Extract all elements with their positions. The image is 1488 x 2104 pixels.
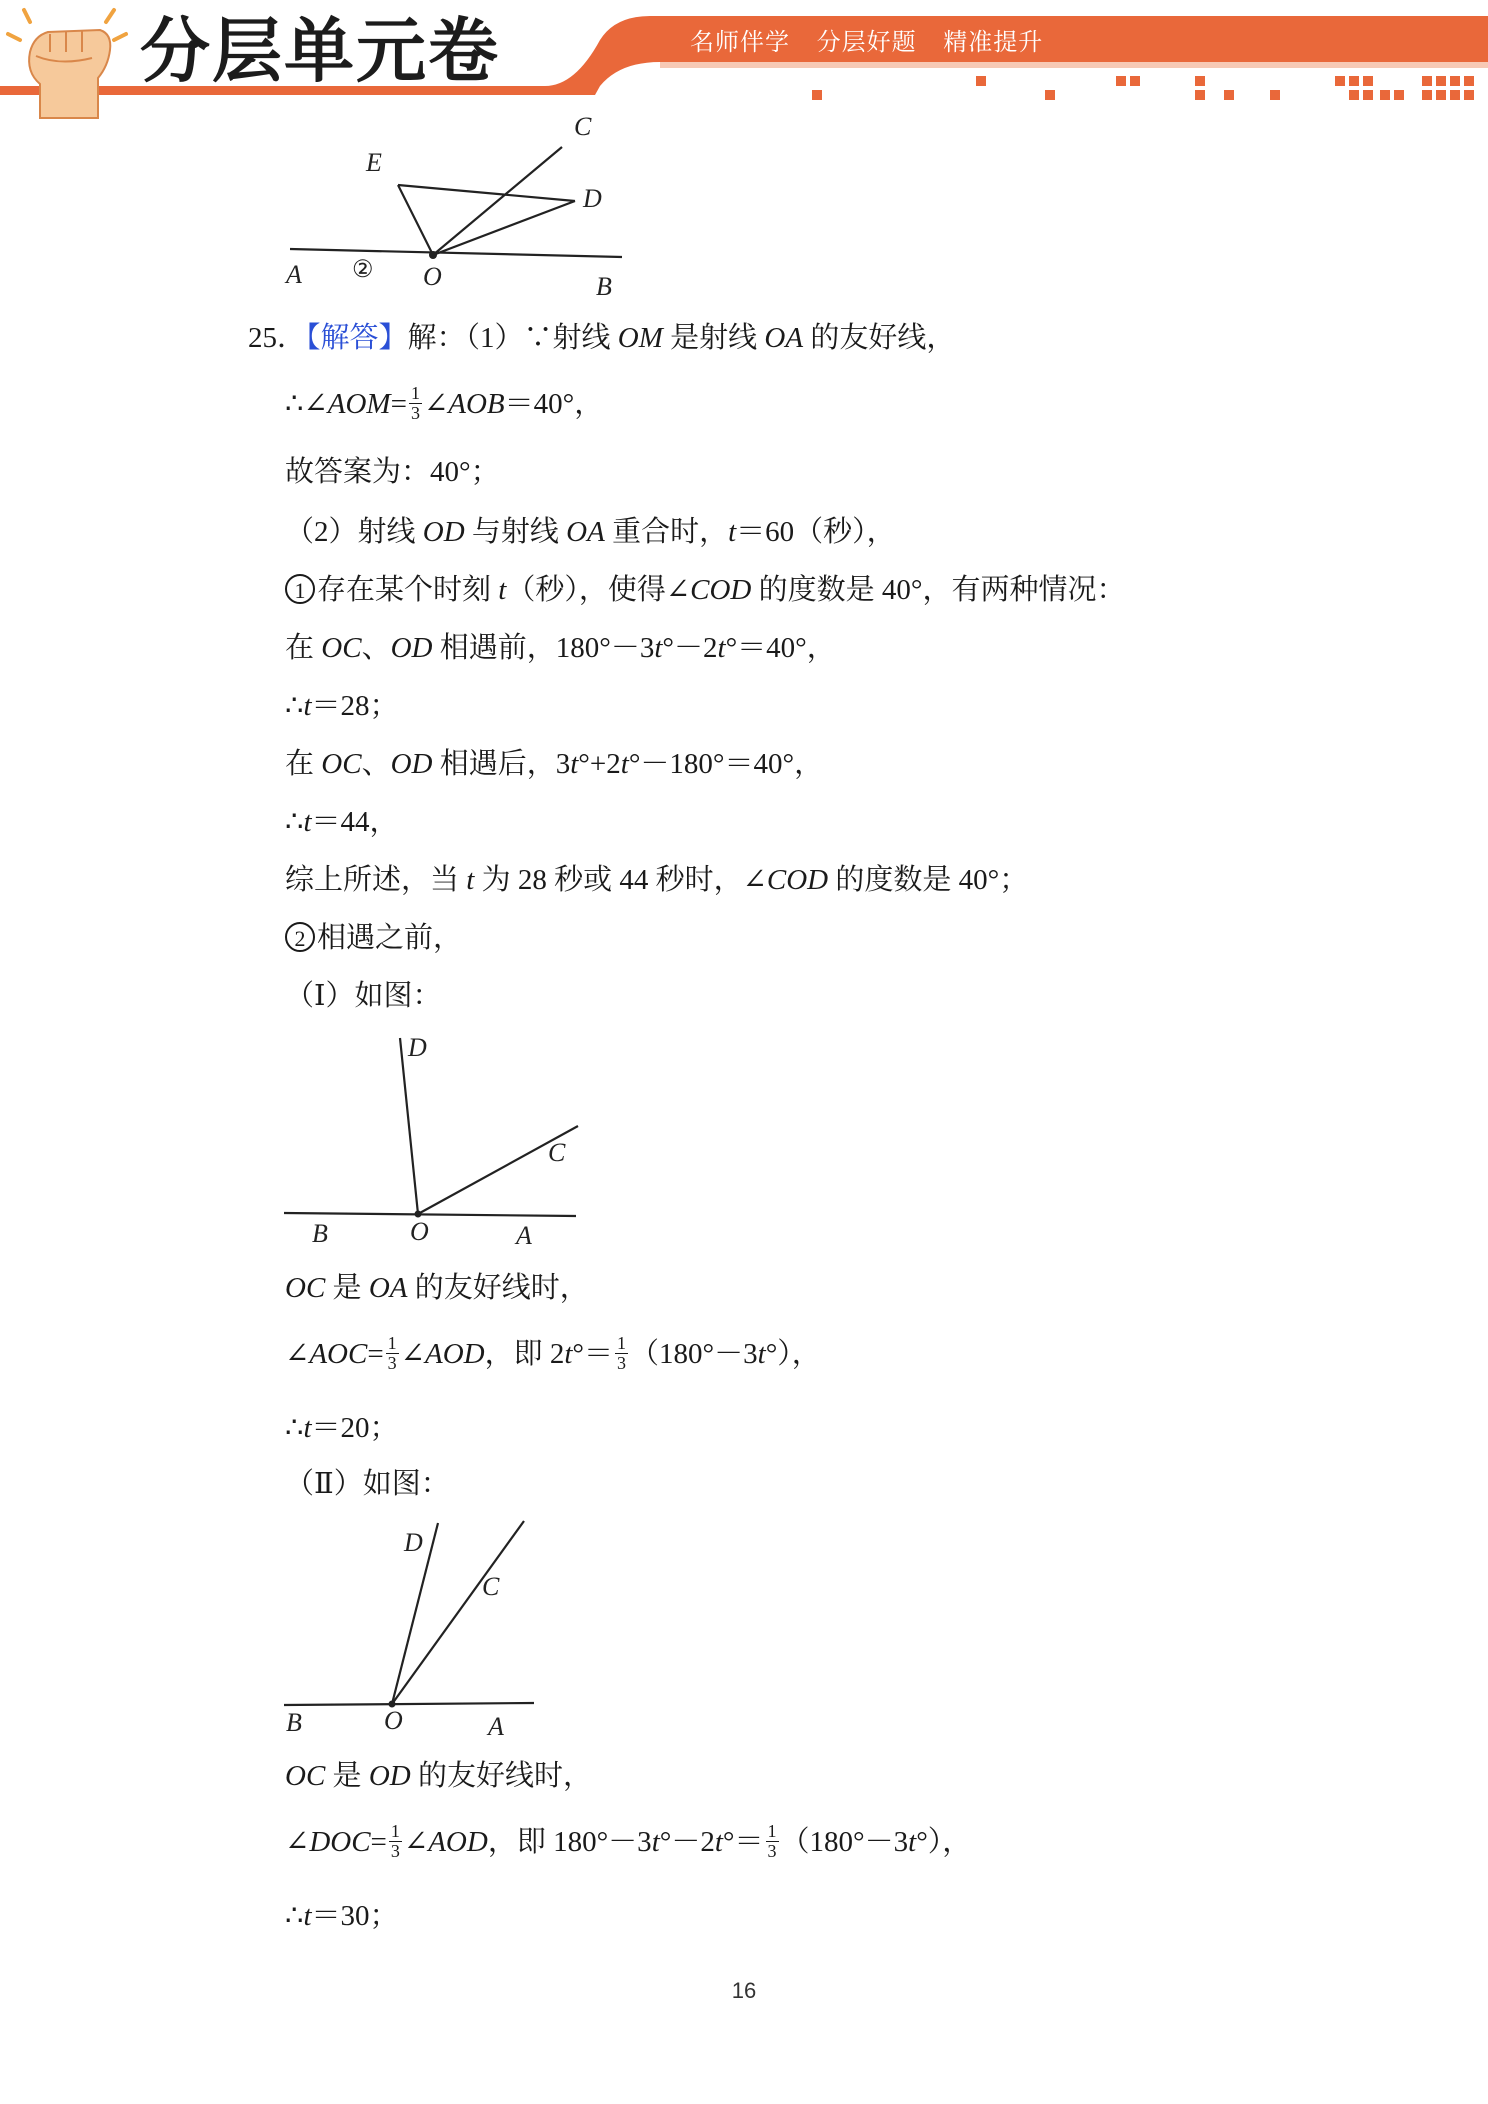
solution-line-4: （2）射线 OD 与射线 OA 重合时，t＝60（秒），	[285, 516, 896, 548]
label-d: D	[583, 184, 602, 213]
line-ab	[290, 249, 622, 257]
question-number: 25．	[248, 322, 307, 354]
circled-number-1: 1	[285, 574, 315, 604]
label-a: A	[488, 1712, 504, 1741]
solution-line-15: ∴t＝20；	[285, 1412, 399, 1444]
solution-line-6: 在 OC、OD 相遇前，180°－3t°－2t°＝40°，	[285, 632, 836, 664]
label-o: O	[423, 262, 442, 291]
label-a: A	[516, 1221, 532, 1250]
label-b: B	[312, 1219, 328, 1248]
page-header	[0, 0, 1488, 120]
label-angle-2: ②	[352, 257, 374, 283]
label-e: E	[366, 148, 382, 177]
line-ba	[284, 1703, 534, 1705]
fraction-one-third: $\frac{1}{3}$	[410, 382, 420, 423]
ray-oc	[433, 147, 562, 255]
label-a: A	[286, 260, 302, 289]
figure-case-2-diagram	[280, 1515, 550, 1745]
solution-line-5: 1 存在某个时刻 t（秒），使得∠COD 的度数是 40°，有两种情况：	[285, 570, 1125, 610]
figure-case-1-diagram	[280, 1030, 600, 1260]
label-b: B	[286, 1708, 302, 1737]
solution-line-14: ∠AOC= $\frac{1}{3}$ ∠AOD，即 2t°＝ $\frac{1}{3}$ （180°－3t°），	[285, 1332, 821, 1373]
solution-line-11: 2 相遇之前，	[285, 918, 462, 958]
solution-line-10: 综上所述，当 t 为 28 秒或 44 秒时，∠COD 的度数是 40°；	[285, 864, 1029, 896]
solution-line-9: ∴t＝44，	[285, 806, 399, 838]
solution-line-8: 在 OC、OD 相遇后，3t°+2t°－180°＝40°，	[285, 748, 824, 780]
fraction-one-third: $\frac{1}{3}$	[390, 1820, 400, 1861]
label-c: C	[482, 1572, 500, 1601]
label-o: O	[384, 1706, 403, 1735]
header-band-shadow	[660, 62, 1488, 68]
solution-heading-line: 25．【解答】解：（1）∵射线 OM 是射线 OA 的友好线，	[248, 322, 956, 354]
circled-number-2: 2	[285, 922, 315, 952]
solution-line-19: ∴t＝30；	[285, 1900, 399, 1932]
fraction-one-third: $\frac{1}{3}$	[387, 1332, 397, 1373]
header-slogan: 名师伴学 分层好题 精准提升	[690, 28, 1044, 56]
label-d: D	[408, 1033, 427, 1062]
label-c: C	[548, 1138, 566, 1167]
solution-line-12: （Ⅰ）如图：	[285, 980, 442, 1012]
fraction-one-third: $\frac{1}{3}$	[767, 1820, 777, 1861]
ray-od	[433, 201, 575, 255]
ray-oe	[398, 185, 433, 255]
solution-line-16: （Ⅱ）如图：	[285, 1468, 450, 1500]
answer-tag: 【解答】	[306, 322, 408, 354]
point-o	[429, 251, 437, 259]
solution-line-17: OC 是 OD 的友好线时，	[285, 1760, 592, 1792]
solution-line-18: ∠DOC= $\frac{1}{3}$ ∠AOD，即 180°－3t°－2t°＝ $\frac{1}{3}$ （180°－3t°），	[285, 1820, 972, 1861]
brand-title: 分层单元卷	[140, 10, 500, 92]
label-d: D	[404, 1528, 423, 1557]
label-b: B	[596, 272, 612, 301]
line-ba	[284, 1213, 576, 1216]
fist-logo-icon	[8, 10, 126, 118]
segment-ed	[398, 185, 575, 201]
fraction-one-third: $\frac{1}{3}$	[617, 1332, 627, 1373]
solution-line-2: ∴∠AOM= $\frac{1}{3}$ ∠AOB＝40°，	[285, 382, 604, 423]
label-o: O	[410, 1217, 429, 1246]
page-number: 16	[731, 1978, 757, 2003]
solution-line-13: OC 是 OA 的友好线时，	[285, 1272, 589, 1304]
ray-od	[400, 1038, 418, 1214]
solution-line-3: 故答案为：40°；	[285, 456, 500, 488]
label-c: C	[574, 112, 592, 141]
solution-line-7: ∴t＝28；	[285, 690, 399, 722]
header-dot-pattern	[812, 76, 1474, 100]
figure-top-angle-diagram	[280, 105, 640, 305]
